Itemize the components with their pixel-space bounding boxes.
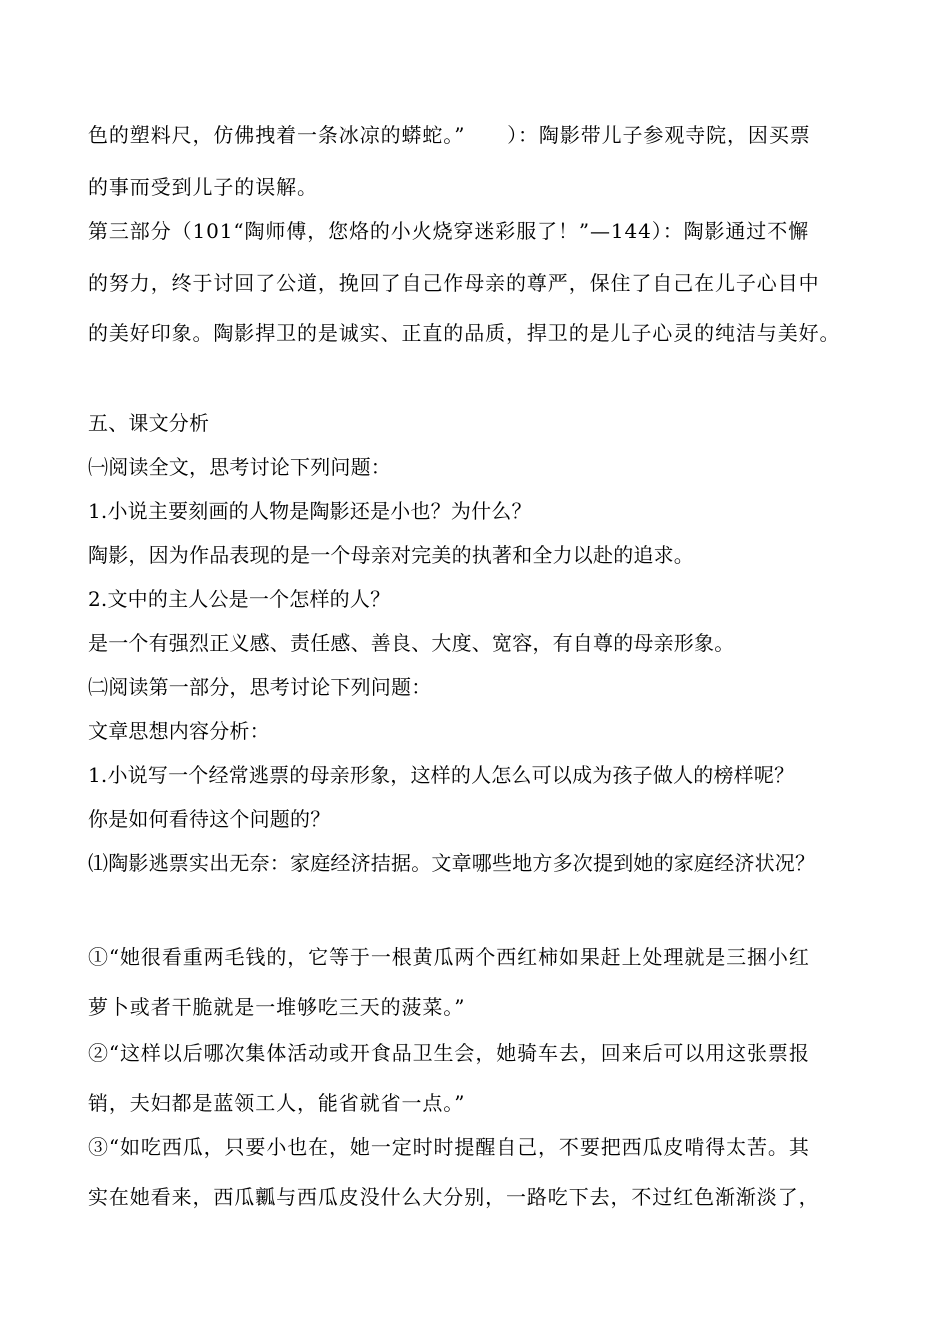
text-line: 的事而受到儿子的误解。 <box>88 175 318 199</box>
text-line: ⑴陶影逃票实出无奈：家庭经济拮据。文章哪些地方多次提到她的家庭经济状况？ <box>88 851 816 875</box>
quote-line: 实在她看来，西瓜瓤与西瓜皮没什么大分别，一路吃下去，不过红色渐渐淡了， <box>88 1185 820 1209</box>
answer-line: 是一个有强烈正义感、责任感、善良、大度、宽容，有自尊的母亲形象。 <box>88 631 735 655</box>
question-line: 你是如何看待这个问题的？ <box>88 807 331 831</box>
quote-line: ②“这样以后哪次集体活动或开食品卫生会，她骑车去，回来后可以用这张票报 <box>88 1041 810 1065</box>
text-line: 文章思想内容分析： <box>88 719 270 743</box>
text-line: ㈡阅读第一部分，思考讨论下列问题： <box>88 675 432 699</box>
answer-line: 陶影，因为作品表现的是一个母亲对完美的执著和全力以赴的追求。 <box>88 543 694 567</box>
text-line: 第三部分（101“陶师傅，您烙的小火烧穿迷彩服了！”—144）：陶影通过不懈 <box>88 219 809 243</box>
question-line: 2.文中的主人公是一个怎样的人？ <box>88 587 391 611</box>
text-line: 的美好印象。陶影捍卫的是诚实、正直的品质，捍卫的是儿子心灵的纯洁与美好。 <box>88 321 841 345</box>
quote-line: 销，夫妇都是蓝领工人，能省就省一点。” <box>88 1091 466 1115</box>
text-line: 的努力，终于讨回了公道，挽回了自己作母亲的尊严，保住了自己在儿子心目中 <box>88 271 820 295</box>
quote-line: ①“她很看重两毛钱的，它等于一根黄瓜两个西红柿如果赶上处理就是三捆小红 <box>88 945 810 969</box>
question-line: 1.小说主要刻画的人物是陶影还是小也？为什么？ <box>88 499 532 523</box>
section-heading: 五、课文分析 <box>88 411 210 435</box>
text-line: ㈠阅读全文，思考讨论下列问题： <box>88 455 391 479</box>
quote-line: ③“如吃西瓜，只要小也在，她一定时时提醒自己，不要把西瓜皮啃得太苦。其 <box>88 1135 810 1159</box>
text-line: 色的塑料尺，仿佛拽着一条冰凉的蟒蛇。” ）：陶影带儿子参观寺院，因买票 <box>88 123 811 147</box>
question-line: 1.小说写一个经常逃票的母亲形象，这样的人怎么可以成为孩子做人的榜样呢？ <box>88 763 795 787</box>
quote-line: 萝卜或者干脆就是一堆够吃三天的菠菜。” <box>88 995 466 1019</box>
